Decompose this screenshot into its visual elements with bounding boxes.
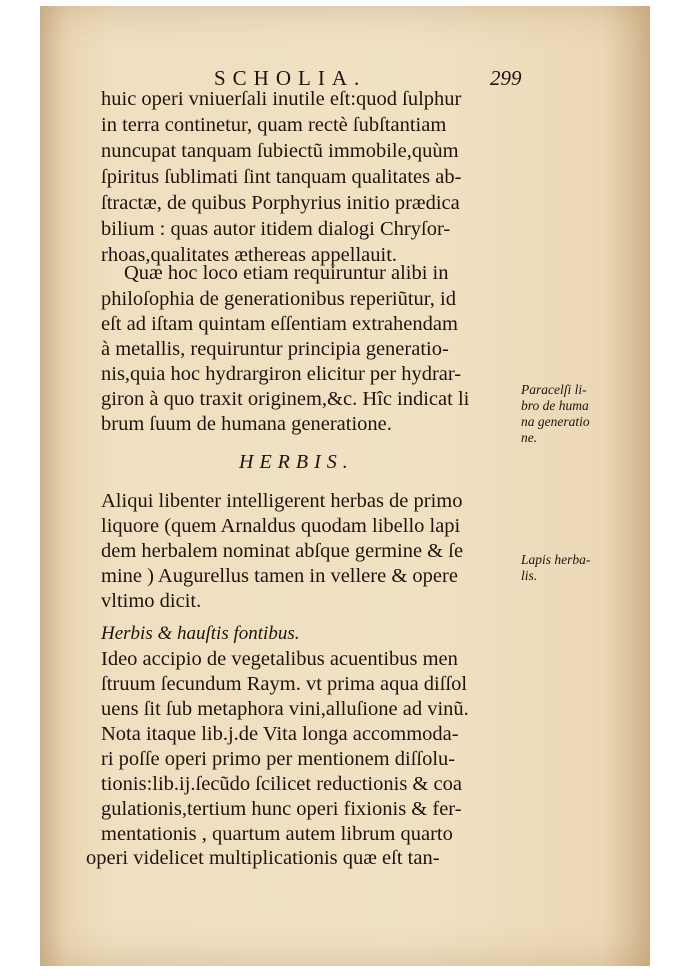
text-line: à metallis, requiruntur principia generatio- xyxy=(101,338,449,360)
text-line: gulationis,tertium hunc operi fixionis & fer- xyxy=(101,798,462,820)
text-line: Aliqui libenter intelligerent herbas de primo xyxy=(101,490,463,512)
text-line: dem herbalem nominat abſque germine & ſe xyxy=(101,540,464,562)
text-line: huic operi vniuerſali inutile eſt:quod ſulphur xyxy=(101,88,462,110)
text-line: nuncupat tanquam ſubiectũ immobile,quùm xyxy=(101,140,459,162)
text-line: ſtruum ſecundum Raym. vt prima aqua diſſol xyxy=(101,673,468,695)
text-line: ſtractæ, de quibus Porphyrius initio prædica xyxy=(101,192,460,214)
text-line: uens ſit ſub metaphora vini,alluſione ad vinũ. xyxy=(101,698,469,720)
text-line: Quæ hoc loco etiam requiruntur alibi in xyxy=(124,262,449,284)
margin-note-line: Lapis herba- xyxy=(521,552,591,567)
text-line: tionis:lib.ij.ſecũdo ſcilicet reductionis & coa xyxy=(101,773,462,795)
margin-note-line: Paracelſi li- xyxy=(521,382,587,397)
section-heading: HERBIS. xyxy=(239,451,354,473)
text-line: mine ) Augurellus tamen in vellere & opere xyxy=(101,565,458,587)
text-line: in terra continetur, quam rectè ſubſtantiam xyxy=(101,114,447,136)
text-line: brum ſuum de humana generatione. xyxy=(101,413,392,435)
text-line: liquore (quem Arnaldus quodam libello lapi xyxy=(101,515,461,537)
margin-note-line: ne. xyxy=(521,430,538,445)
text-line: Nota itaque lib.j.de Vita longa accommoda- xyxy=(101,723,459,745)
page-number: 299 xyxy=(490,66,522,90)
text-line: mentationis , quartum autem librum quarto xyxy=(101,823,453,845)
text-line: ri poſſe operi primo per mentionem diſſolu- xyxy=(101,748,456,770)
text-line: Ideo accipio de vegetalibus acuentibus men xyxy=(101,648,458,670)
text-line: rhoas,qualitates æthereas appellauit. xyxy=(101,244,398,266)
text-line: giron à quo traxit originem,&c. Hîc indicat li xyxy=(101,388,470,410)
text-line: philoſophia de generationibus reperiũtur, id xyxy=(101,288,456,310)
text-line: operi videlicet multiplicationis quæ eſt tan- xyxy=(86,847,440,869)
text-line: ſpiritus ſublimati ſint tanquam qualitates ab- xyxy=(101,166,462,188)
text-line: nis,quia hoc hydrargiron elicitur per hydrar- xyxy=(101,363,462,385)
text-line: bilium : quas autor itidem dialogi Chryſor- xyxy=(101,218,451,240)
lemma: Herbis & hauſtis fontibus. xyxy=(101,623,300,644)
margin-note-line: lis. xyxy=(521,568,538,583)
margin-note-line: na generatio xyxy=(521,414,590,429)
text-line: eſt ad iſtam quintam eſſentiam extrahendam xyxy=(101,313,458,335)
margin-note-line: bro de huma xyxy=(521,398,589,413)
running-head: SCHOLIA. xyxy=(214,66,367,90)
text-line: vltimo dicit. xyxy=(101,590,202,612)
